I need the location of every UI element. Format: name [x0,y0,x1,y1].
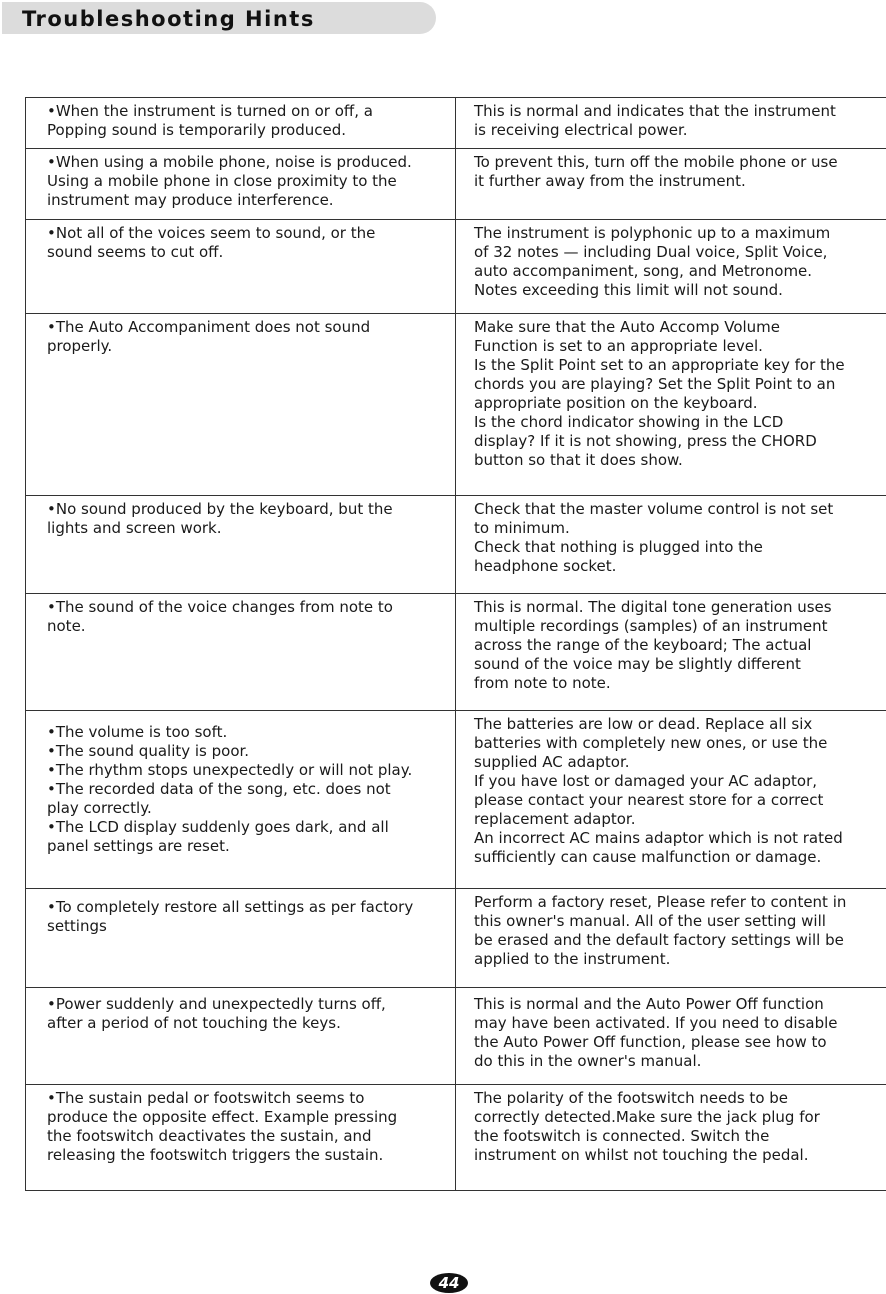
solution-cell: The polarity of the footswitch needs to be correctly detected.Make sure the jack plug for the footswitch is connected. Switch the instrument on whilst not touching the pedal. [456,1085,886,1191]
solution-cell: The batteries are low or dead. Replace all six batteries with completely new ones, or use the supplied AC adaptor. If you have lost or damaged your AC adaptor, please contact your nearest store for a correct replacement adaptor. An incorrect AC mains adaptor which is not rated sufficiently can cause malfunction or damage. [456,711,886,889]
solution-cell: This is normal. The digital tone generation uses multiple recordings (samples) of an instrument across the range of the keyboard; The actual sound of the voice may be slightly different from note to note. [456,594,886,711]
solution-cell: Perform a factory reset, Please refer to content in this owner's manual. All of the user setting will be erased and the default factory settings will be applied to the instrument. [456,889,886,988]
solution-cell: To prevent this, turn off the mobile phone or use it further away from the instrument. [456,149,886,220]
table-row [26,711,886,889]
table-row [26,314,886,496]
problem-cell: •When the instrument is turned on or off, a Popping sound is temporarily produced. [26,98,456,149]
solution-cell: Check that the master volume control is not set to minimum. Check that nothing is plugged into the headphone socket. [456,496,886,594]
header-bar [2,2,436,34]
page-number-badge: 44 [430,1273,468,1293]
page-title: Troubleshooting Hints [22,7,315,31]
table-row [26,98,886,149]
problem-cell: •The sound of the voice changes from note to note. [26,594,456,711]
problem-cell: •To completely restore all settings as per factory settings [26,889,456,988]
table-row [26,149,886,220]
table-row [26,220,886,314]
solution-cell: Make sure that the Auto Accomp Volume Function is set to an appropriate level. Is the Split Point set to an appropriate key for the chords you are playing? Set the Split Point to an appropriate position on the keyboard. Is the chord indicator showing in the LCD display? If it is not showing, press the CHORD button so that it does show. [456,314,886,496]
table-row [26,1085,886,1191]
problem-cell: •The Auto Accompaniment does not sound properly. [26,314,456,496]
table-row [26,889,886,988]
troubleshooting-table [25,97,886,1191]
problem-cell: •When using a mobile phone, noise is produced. Using a mobile phone in close proximity to the instrument may produce interference. [26,149,456,220]
problem-cell: •Not all of the voices seem to sound, or the sound seems to cut off. [26,220,456,314]
solution-cell: This is normal and the Auto Power Off function may have been activated. If you need to disable the Auto Power Off function, please see how to do this in the owner's manual. [456,988,886,1085]
table-row [26,594,886,711]
solution-cell: The instrument is polyphonic up to a maximum of 32 notes — including Dual voice, Split Voice, auto accompaniment, song, and Metronome. Notes exceeding this limit will not sound. [456,220,886,314]
solution-cell: This is normal and indicates that the instrument is receiving electrical power. [456,98,886,149]
problem-cell: •The volume is too soft. •The sound quality is poor. •The rhythm stops unexpectedly or will not play. •The recorded data of the song, etc. does not play correctly. •The LCD display suddenly goes dark, and all panel settings are reset. [26,711,456,889]
problem-cell: •No sound produced by the keyboard, but the lights and screen work. [26,496,456,594]
table-row [26,496,886,594]
table-row [26,988,886,1085]
problem-cell: •The sustain pedal or footswitch seems to produce the opposite effect. Example pressing the footswitch deactivates the sustain, and releasing the footswitch triggers the sustain. [26,1085,456,1191]
problem-cell: •Power suddenly and unexpectedly turns off, after a period of not touching the keys. [26,988,456,1085]
